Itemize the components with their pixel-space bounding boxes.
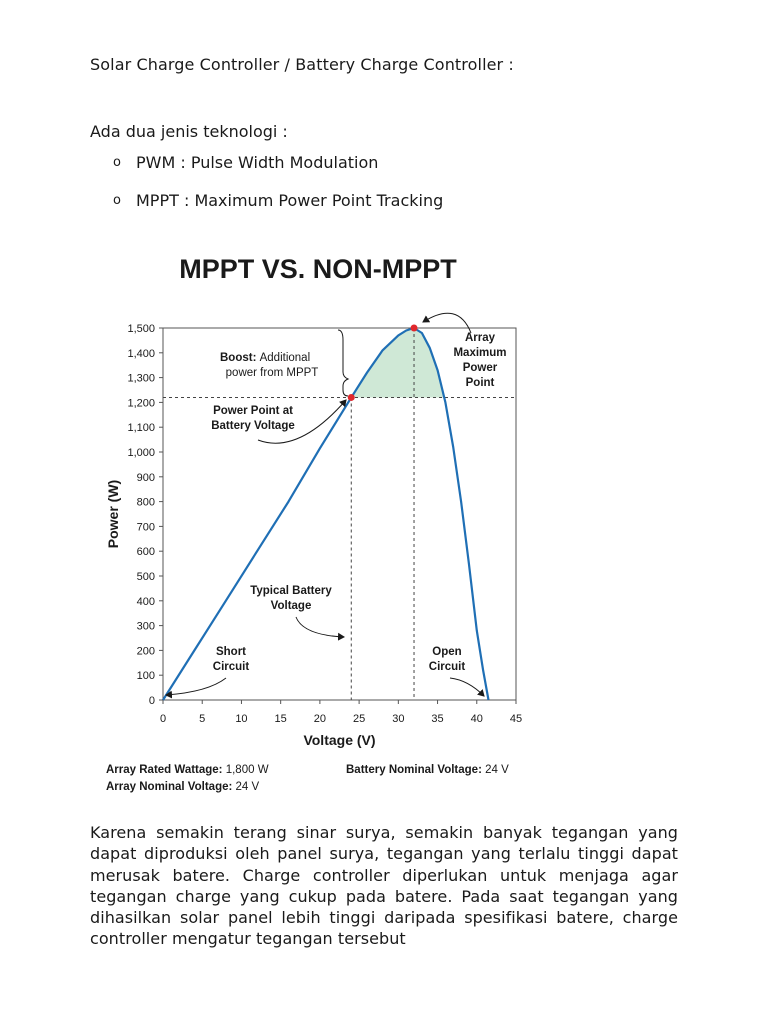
y-tick-label: 1,100 xyxy=(127,422,155,435)
x-tick-label: 10 xyxy=(235,713,248,725)
y-tick-label: 500 xyxy=(136,571,155,583)
battery-point-annotation-line2: Battery Voltage xyxy=(211,420,295,432)
max-power-point xyxy=(411,325,418,332)
mppt-chart-figure xyxy=(98,240,538,805)
y-tick-label: 400 xyxy=(136,595,155,608)
bullet-icon: o xyxy=(113,193,121,208)
y-tick-label: 0 xyxy=(148,695,155,707)
y-tick-label: 1,400 xyxy=(127,347,155,360)
body-paragraph: Karena semakin terang sinar surya, semakin banyak tegangan yang dapat diproduksi oleh panel surya, tegangan yang terlalu tinggi dapat merusak batere. Charge controller diperlukan untuk menjaga agar tegangan charge yang cukup pada batere. Pada saat tegangan yang dihasilkan solar panel lebih tinggi daripada spesifikasi batere, charge controller mengatur tegangan tersebut xyxy=(90,823,678,949)
x-tick-label: 45 xyxy=(509,713,523,725)
array-max-annotation-line3: Power xyxy=(462,362,498,374)
x-tick-label: 15 xyxy=(274,713,287,725)
boost-annotation-line2: power from MPPT xyxy=(225,367,319,379)
y-tick-label: 600 xyxy=(136,546,155,559)
y-tick-label: 1,500 xyxy=(127,323,155,335)
y-tick-label: 800 xyxy=(136,496,155,509)
open-circuit-annotation-line1: Open xyxy=(432,646,462,658)
x-tick-label: 20 xyxy=(313,713,327,725)
y-tick-label: 900 xyxy=(136,471,155,484)
array-max-annotation-line2: Maximum xyxy=(453,347,507,359)
x-tick-label: 0 xyxy=(159,713,167,725)
y-tick-label: 200 xyxy=(136,645,155,658)
list-item-label: PWM : Pulse Width Modulation xyxy=(136,153,379,172)
y-axis-label: Power (W) xyxy=(105,479,121,549)
x-tick-label: 40 xyxy=(470,713,483,725)
short-circuit-annotation-line2: Circuit xyxy=(212,661,250,673)
battery-power-point xyxy=(348,394,355,401)
list-item-pwm xyxy=(113,152,443,190)
typical-battery-annotation-line2: Voltage xyxy=(270,600,312,612)
y-tick-label: 1,000 xyxy=(127,447,155,459)
array-max-annotation-line4: Point xyxy=(465,377,495,389)
footnote-rated-wattage: Array Rated Wattage: 1,800 W xyxy=(106,764,269,776)
technology-list xyxy=(113,152,443,228)
x-axis-label: Voltage (V) xyxy=(303,732,376,748)
boost-annotation-line1: Boost: Additional xyxy=(220,352,311,364)
list-item-label: MPPT : Maximum Power Point Tracking xyxy=(136,191,444,210)
open-circuit-annotation-line2: Circuit xyxy=(428,661,466,673)
y-tick-label: 300 xyxy=(136,620,155,633)
chart-title: MPPT VS. NON-MPPT xyxy=(179,254,457,284)
battery-point-annotation-line1: Power Point at xyxy=(213,405,293,417)
typical-battery-annotation-line1: Typical Battery xyxy=(250,585,332,597)
y-tick-label: 1,300 xyxy=(127,372,155,385)
page-heading: Solar Charge Controller / Battery Charge Controller : xyxy=(90,55,514,74)
y-tick-label: 700 xyxy=(136,521,155,534)
footnote-battery-nominal-voltage: Battery Nominal Voltage: 24 V xyxy=(346,764,509,776)
y-tick-label: 1,200 xyxy=(127,397,155,410)
mppt-chart xyxy=(98,240,538,805)
short-circuit-annotation-line1: Short xyxy=(215,646,247,658)
footnote-array-nominal-voltage: Array Nominal Voltage: 24 V xyxy=(106,781,260,793)
intro-text: Ada dua jenis teknologi : xyxy=(90,122,288,141)
array-max-annotation-line1: Array xyxy=(464,332,496,344)
x-tick-label: 5 xyxy=(199,713,206,725)
list-item-mppt xyxy=(113,190,443,228)
bullet-icon: o xyxy=(113,155,121,170)
x-tick-label: 35 xyxy=(431,713,444,725)
y-tick-label: 100 xyxy=(136,670,155,683)
x-tick-label: 25 xyxy=(352,713,366,725)
x-tick-label: 30 xyxy=(392,713,405,725)
